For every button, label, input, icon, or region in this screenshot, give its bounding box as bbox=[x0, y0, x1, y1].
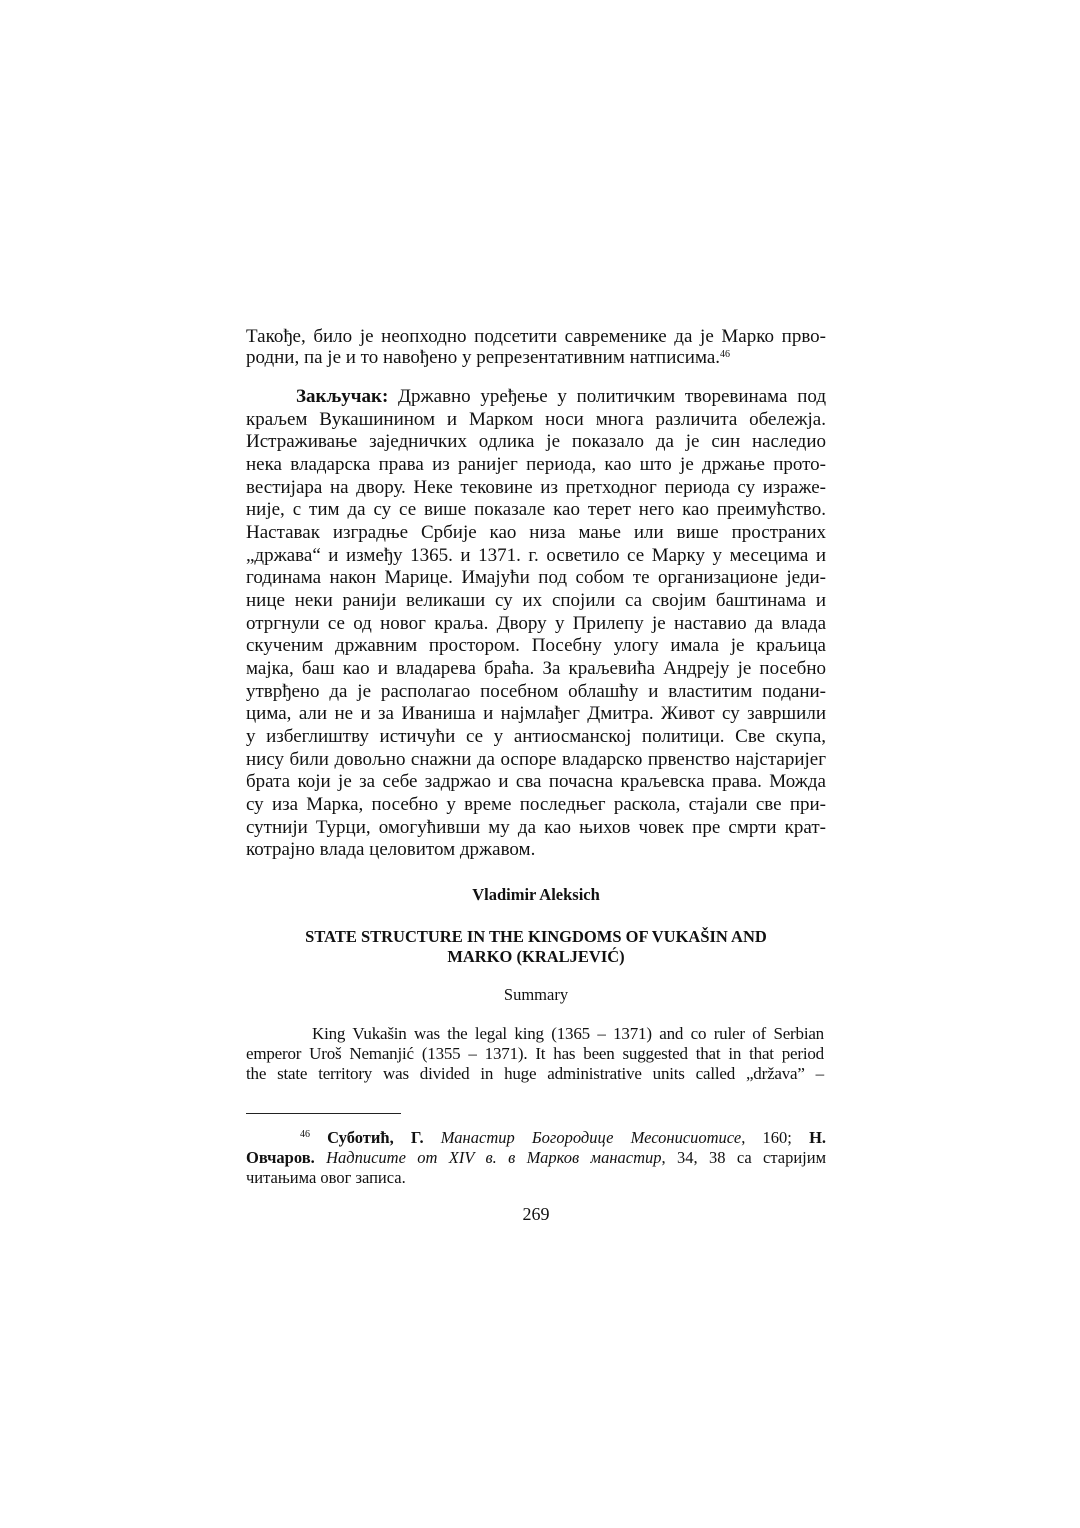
article-title-line: STATE STRUCTURE IN THE KINGDOMS OF VUKAŠIN AND bbox=[305, 927, 767, 946]
summary-heading: Summary bbox=[503, 985, 569, 1004]
text-line bbox=[246, 347, 826, 369]
text-line: у избеглиштву истичући се у антиосманској политици. Све скупа, bbox=[246, 726, 826, 747]
text-line: скученим државним простором. Посебну улогу имала је краљица bbox=[246, 635, 826, 656]
text-line: нице неки ранији великаши су их спојили са својим баштинама и bbox=[246, 590, 826, 611]
footnote-number: 46 bbox=[300, 1129, 310, 1140]
text: родни, па је и то навођено у репрезентативним натписима. bbox=[246, 347, 721, 368]
text: Државно уређење у политичким творевинама под bbox=[388, 386, 826, 407]
text-line: „држава“ и између 1365. и 1371. г. осветило се Марку у месецима и bbox=[246, 545, 826, 566]
article-title-line: MARKO (KRALJEVIĆ) bbox=[447, 947, 625, 966]
footnote-line: читањима овог записа. bbox=[246, 1168, 406, 1187]
text-line: нека владарска права из ранијег периода, као што је држање прото- bbox=[246, 454, 826, 475]
text-line: брата који је за себе задржао и сва почасна краљевска права. Можда bbox=[246, 771, 826, 792]
summary-line: the state territory was divided in huge administrative units called „država” – bbox=[246, 1064, 824, 1083]
text: , 160; bbox=[741, 1128, 792, 1147]
text-line: утврђено да је располагао посебном облашћу и властитим подани- bbox=[246, 681, 826, 702]
author-name: Vladimir Aleksich bbox=[472, 885, 600, 904]
footnote-ref[interactable]: 46 bbox=[720, 349, 731, 360]
text-line: краљем Вукашинином и Марком носи многа различита обележја. bbox=[246, 409, 826, 430]
text-line: Такође, било је неопходно подсетити савременике да је Марко прво- bbox=[246, 326, 826, 347]
footnote-line bbox=[246, 1128, 826, 1148]
summary-line: King Vukašin was the legal king (1365 – 1371) and co ruler of Serbian bbox=[312, 1024, 824, 1043]
text-line: цима, али не и за Иваниша и најмлађег Дмитра. Живот су завршили bbox=[246, 703, 826, 724]
footnote-author: Н. bbox=[809, 1128, 827, 1147]
footnote-author: Суботић, Г. bbox=[327, 1128, 424, 1147]
text-line: вестијара на двору. Неке тековине из претходног периода су израже- bbox=[246, 477, 826, 498]
footnote-author: Овчаров. bbox=[246, 1148, 315, 1167]
text: , 34, 38 са старијим bbox=[661, 1148, 827, 1167]
footnote-title: Манастир Богородице Месонисиотисе bbox=[440, 1128, 742, 1147]
text-line bbox=[246, 386, 826, 408]
text-line: није, с тим да су се више показале као терет него као преимућство. bbox=[246, 499, 826, 520]
summary-line: emperor Uroš Nemanjić (1355 – 1371). It has been suggested that in that period bbox=[246, 1044, 824, 1063]
footnote-line bbox=[246, 1148, 826, 1168]
footnote-title: Надписите от XIV в. в Марков манастир bbox=[326, 1148, 662, 1167]
text-line: Истраживање заједничких одлика је показало да је син наследио bbox=[246, 431, 826, 452]
text-line: Наставак изградње Србије као низа мање или више пространих bbox=[246, 522, 826, 543]
footnote-divider bbox=[246, 1113, 401, 1114]
text-line: годинама након Марице. Имајући под собом те организационе једи- bbox=[246, 567, 826, 588]
conclusion-label: Закључак: bbox=[296, 386, 389, 407]
text-line: котрајно влада целовитом државом. bbox=[246, 839, 536, 860]
text-line: отргнули се од новог краља. Двору у Прилепу је наставио да влада bbox=[246, 613, 826, 634]
text-line: нису били довољно снажни да оспоре владарско првенство најстаријег bbox=[246, 749, 826, 770]
text-line: су иза Марка, посебно у време последњег раскола, стајали све при- bbox=[246, 794, 826, 815]
text-line: сутнији Турци, омогућивши му да као њихов човек пре смрти крат- bbox=[246, 817, 826, 838]
page-number: 269 bbox=[522, 1204, 550, 1224]
text-line: мајка, баш као и владарева браћа. За краљевића Андреју је посебно bbox=[246, 658, 826, 679]
